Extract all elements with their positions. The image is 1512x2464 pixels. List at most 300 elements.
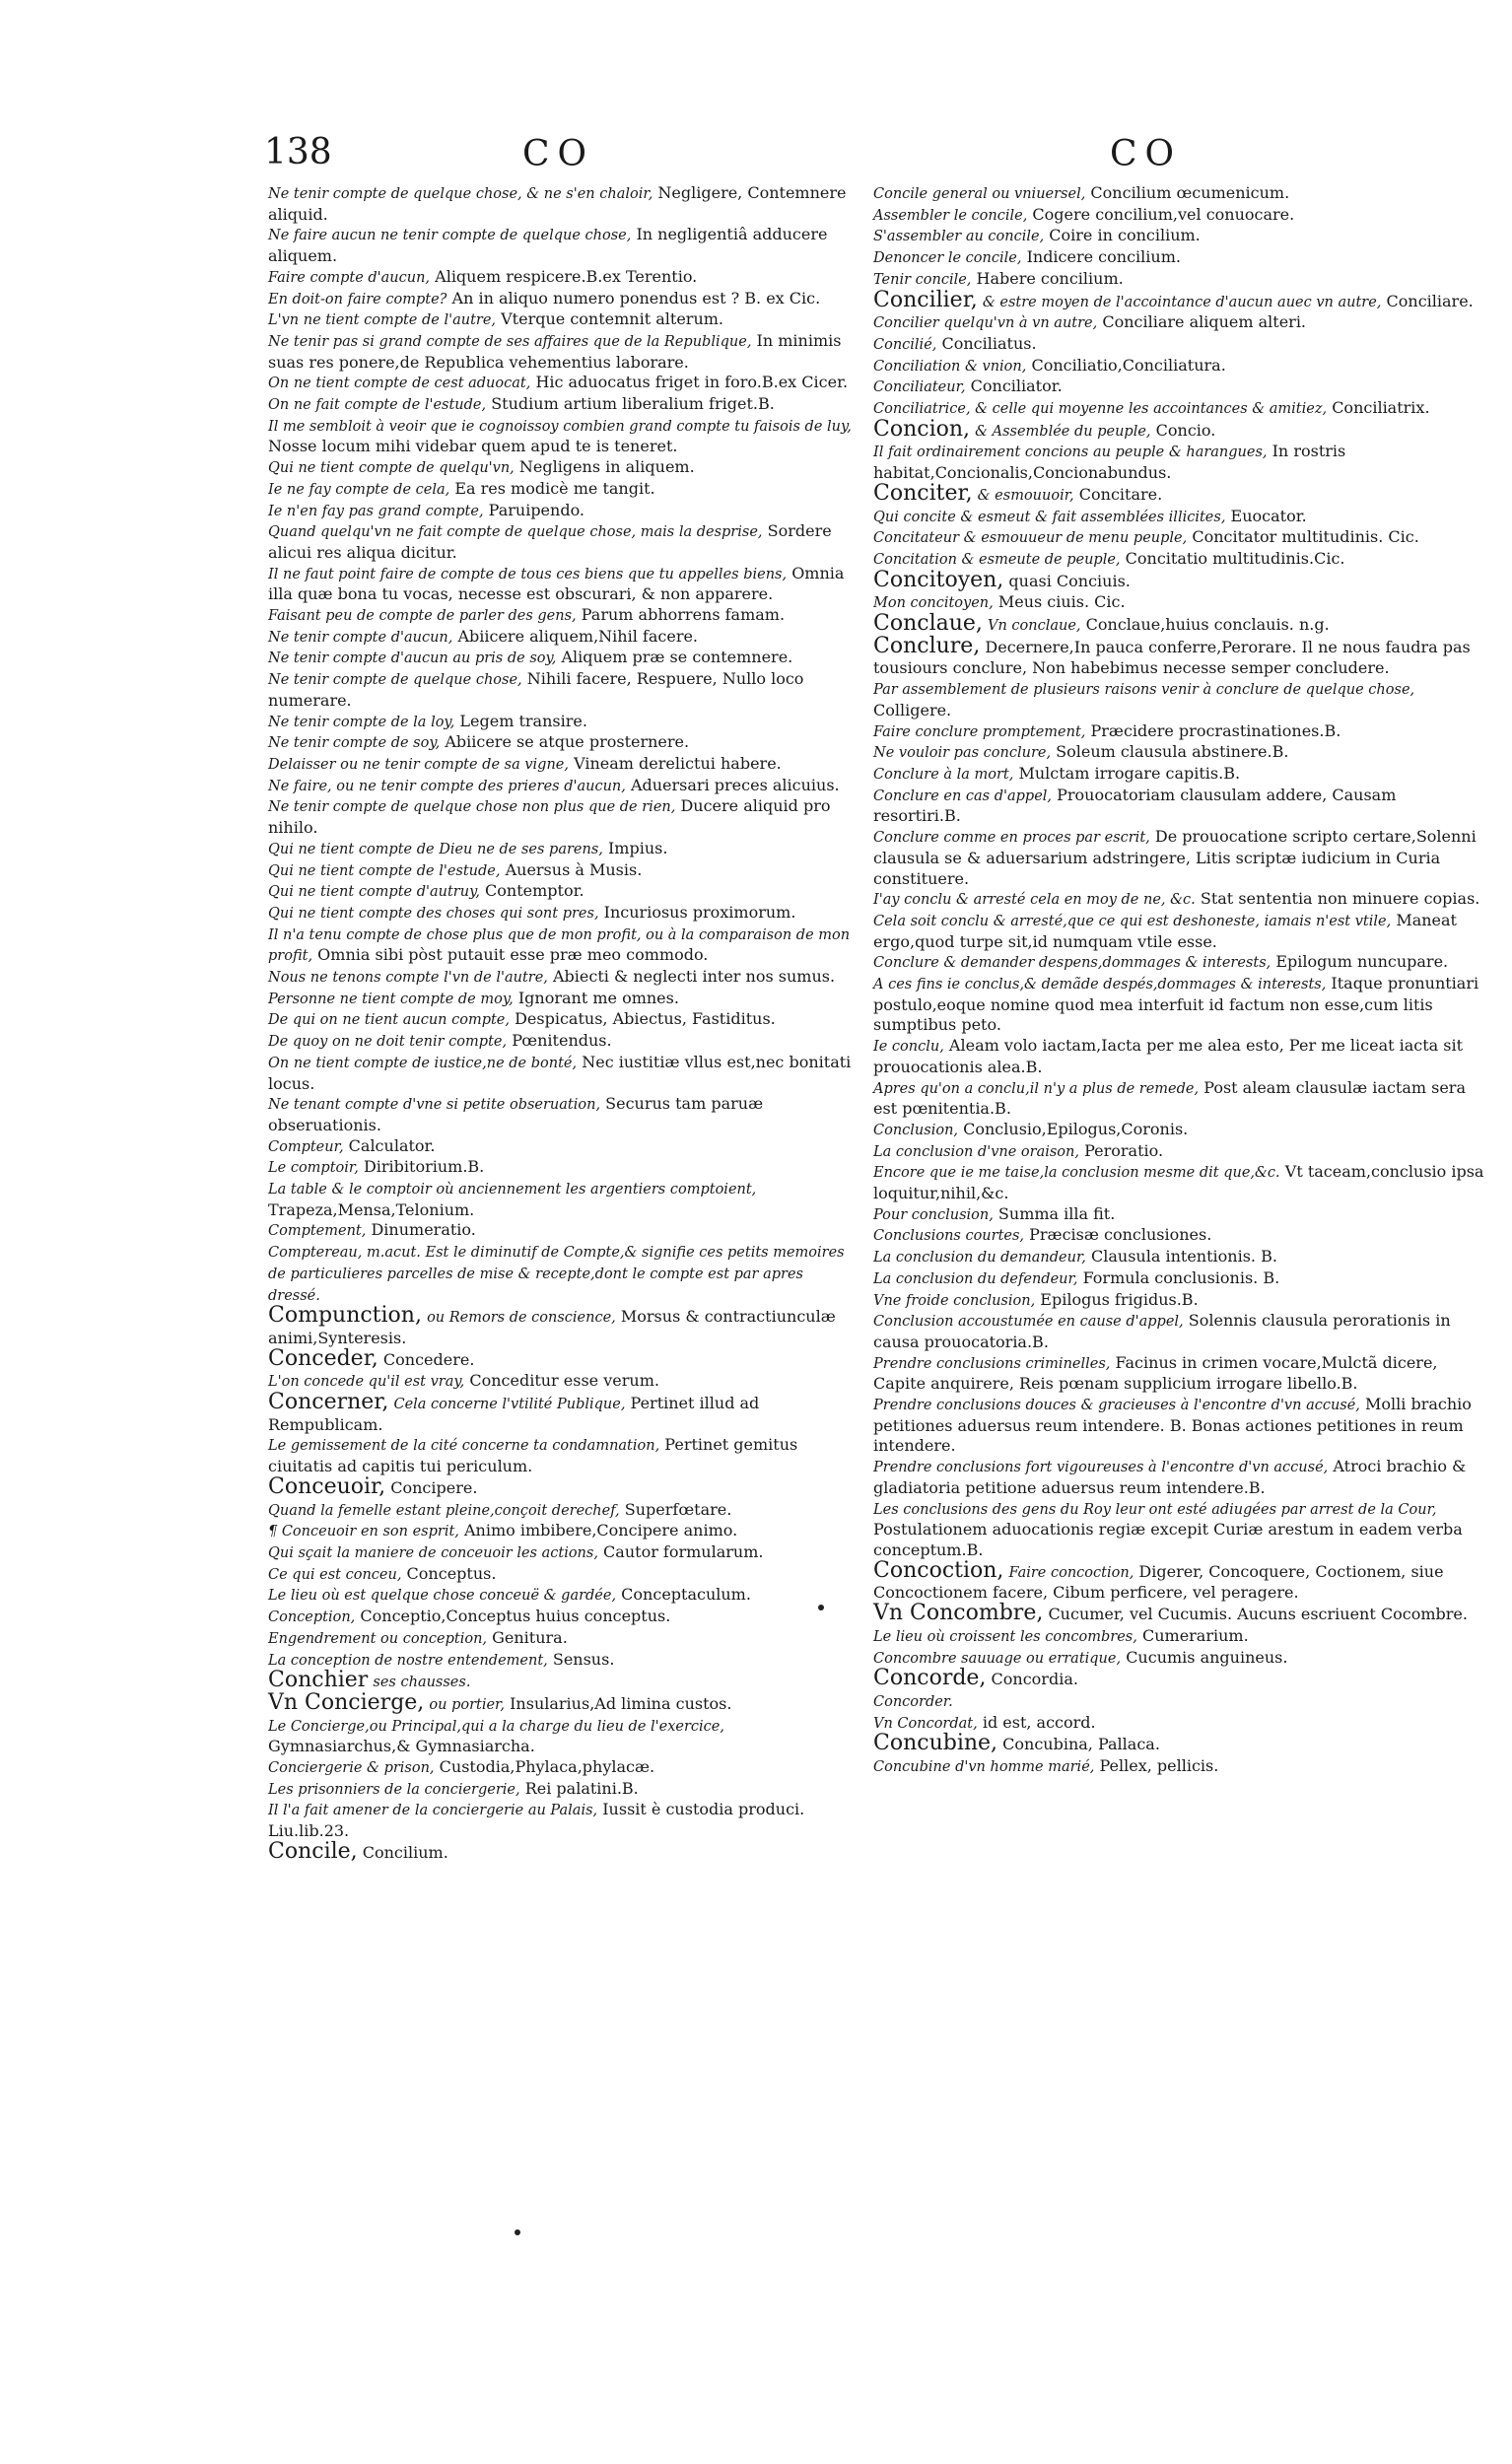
dictionary-entry [873, 416, 1484, 443]
dictionary-entry [873, 1626, 1484, 1648]
latin-gloss: Digerer, Concoquere, Coctionem, siue Concoctionem facere, Cibum perficere, vel peragere. [873, 1561, 1444, 1603]
latin-gloss: Morsus & contractiunculæ animi,Synteresis. [268, 1307, 836, 1347]
dictionary-entry [268, 1157, 859, 1179]
dictionary-entry [268, 989, 859, 1010]
latin-gloss: Contemptor. [485, 881, 584, 901]
latin-gloss: Peroratio. [1084, 1140, 1164, 1160]
headword: Concubine, [873, 1731, 998, 1756]
french-phrase: Ne tenir pas si grand compte de ses affaires que de la Republique, [268, 333, 752, 350]
french-phrase: ses chausses. [373, 1675, 471, 1691]
latin-gloss: Præcidere procrastinationes.B. [1090, 720, 1341, 740]
french-phrase: De qui on ne tient aucun compte, [268, 1012, 510, 1029]
dictionary-entry [268, 1800, 859, 1841]
latin-gloss: Coire in concilium. [1049, 226, 1201, 245]
dictionary-entry [873, 1120, 1484, 1141]
latin-gloss: Vt taceam,conclusio ipsa loquitur,nihil,&c. [873, 1162, 1484, 1203]
latin-gloss: Negligere, Contemnere aliquid. [268, 183, 847, 224]
dictionary-entry [268, 289, 859, 310]
latin-gloss: Concubina, Pallaca. [1002, 1735, 1160, 1754]
french-phrase: Conclure & demander despens,dommages & interests, [873, 955, 1271, 972]
latin-gloss: Paruipendo. [488, 500, 585, 519]
running-head-right: CO [1110, 134, 1183, 174]
dictionary-entry [268, 183, 859, 225]
french-phrase: Le lieu où croissent les concombres, [873, 1628, 1137, 1645]
latin-gloss: Concipere. [390, 1477, 478, 1497]
dictionary-entry [268, 776, 859, 797]
dictionary-entry [268, 373, 859, 394]
french-phrase: Delaisser ou ne tenir compte de sa vigne, [268, 756, 569, 773]
french-phrase: Il ne faut point faire de compte de tous ces biens que tu appelles biens, [268, 566, 788, 582]
french-phrase: On ne tient compte de iustice,ne de bonté, [268, 1055, 578, 1071]
dictionary-entry [268, 225, 859, 266]
dictionary-entry [268, 1607, 859, 1628]
dictionary-entry [268, 1220, 859, 1242]
latin-gloss: Mulctam irrogare capitis.B. [1018, 763, 1241, 783]
french-phrase: Qui ne tient compte de quelqu'vn, [268, 460, 515, 477]
dictionary-entry [873, 827, 1484, 889]
latin-gloss: Concitatio multitudinis.Cic. [1125, 548, 1345, 568]
latin-gloss: Indicere concilium. [1026, 247, 1181, 267]
latin-gloss: Pellex, pellicis. [1099, 1756, 1219, 1776]
right-column [873, 183, 1484, 1778]
latin-gloss: Itaque pronuntiari postulo,eoque nomine quod mea interfuit id factum non esse,cum litis sumptibus peto. [873, 974, 1479, 1035]
french-phrase: Cela concerne l'vtilité Publique, [393, 1397, 626, 1413]
french-phrase: L'vn ne tient compte de l'autre, [268, 312, 497, 329]
french-phrase: Ie ne fay compte de cela, [268, 481, 450, 498]
dictionary-entry [268, 394, 859, 416]
dictionary-entry [268, 1564, 859, 1586]
dictionary-entry [873, 633, 1484, 679]
latin-gloss: Stat sententia non minuere copias. [1200, 889, 1480, 909]
latin-gloss: Facinus in crimen vocare,Mulctã dicere, Capite anquirere, Reis pœnam supplicium irrogare libello.B. [873, 1352, 1438, 1394]
dictionary-entry [873, 721, 1484, 743]
latin-gloss: An in aliquo numero ponendus est ? B. ex Cic. [451, 288, 821, 308]
latin-gloss: Conciliatio,Conciliatura. [1031, 355, 1226, 375]
latin-gloss: Diribitorium.B. [363, 1157, 485, 1177]
latin-gloss: Summa illa fit. [997, 1203, 1116, 1223]
french-phrase: Conclure à la mort, [873, 766, 1014, 783]
headword: Concitoyen, [873, 567, 1004, 592]
french-phrase: La conclusion du defendeur, [873, 1270, 1078, 1287]
french-phrase: En doit-on faire compte? [268, 291, 447, 308]
french-phrase: Il n'a tenu compte de chose plus que de mon profit, ou à la comparaison de mon profit, [268, 926, 851, 965]
dictionary-entry [873, 226, 1484, 247]
headword: Compunction, [268, 1303, 422, 1329]
french-phrase: Faire concoction, [1008, 1564, 1134, 1581]
french-phrase: Concitation & esmeute de peuple, [873, 551, 1121, 568]
french-phrase: Il l'a fait amener de la conciergerie au Palais, [268, 1803, 598, 1819]
page-number: 138 [264, 132, 332, 172]
latin-gloss: In negligentiâ adducere aliquem. [268, 225, 828, 266]
french-phrase: Comptereau, m.acut. Est le diminutif de Compte,& signifie ces petits memoires de particulieres parcelles de mise & recepte,dont le compte est par apres dressé. [268, 1245, 845, 1304]
latin-gloss: In minimis suas res ponere,de Republica vehementius laborare. [268, 330, 842, 372]
french-phrase: Qui ne tient compte des choses qui sont pres, [268, 905, 599, 922]
latin-gloss: Conceditur esse verum. [469, 1371, 659, 1391]
dictionary-entry [268, 1345, 859, 1372]
french-phrase: Les conclusions des gens du Roy leur ont esté adiugées par arrest de la Cour, [873, 1501, 1437, 1518]
latin-gloss: Meus ciuis. Cic. [997, 592, 1126, 612]
french-phrase: Cela soit conclu & arresté,que ce qui est deshoneste, iamais n'est vtile, [873, 913, 1392, 929]
dictionary-entry [268, 754, 859, 776]
french-phrase: La conclusion du demandeur, [873, 1250, 1086, 1266]
latin-gloss: Rei palatini.B. [524, 1778, 639, 1798]
latin-gloss: Abiicere aliquem,Nihil facere. [457, 626, 699, 646]
french-phrase: Concombre sauuage ou erratique, [873, 1650, 1122, 1667]
french-phrase: Faire compte d'aucun, [268, 269, 431, 286]
dictionary-entry [268, 267, 859, 289]
dictionary-entry [268, 309, 859, 331]
latin-gloss: Impius. [607, 838, 668, 857]
headword: Concoction, [873, 1557, 1004, 1583]
latin-gloss: Omnia sibi pòst putauit esse præ meo commodo. [317, 945, 709, 965]
dictionary-entry [268, 564, 859, 605]
dictionary-entry [268, 1838, 859, 1865]
dictionary-entry [873, 1268, 1484, 1290]
headword: Concion, [873, 416, 971, 442]
latin-gloss: Soleum clausula abstinere.B. [1056, 742, 1289, 762]
french-phrase: Tenir concile, [873, 271, 972, 288]
french-phrase: Assembler le concile, [873, 207, 1028, 224]
dictionary-entry [873, 1204, 1484, 1226]
dictionary-entry [873, 1247, 1484, 1268]
french-phrase: Ie n'en fay pas grand compte, [268, 503, 484, 519]
french-phrase: Le lieu où est quelque chose conceuë & gardée, [268, 1588, 617, 1605]
french-phrase: Quand la femelle estant pleine,conçoit derechef, [268, 1502, 620, 1519]
french-phrase: ou Remors de conscience, [427, 1310, 616, 1327]
dictionary-entry [268, 1585, 859, 1607]
dictionary-entry [268, 1542, 859, 1564]
french-phrase: S'assembler au concile, [873, 229, 1045, 245]
latin-gloss: Negligens in aliquem. [518, 457, 695, 477]
dictionary-entry [268, 967, 859, 989]
dictionary-entry [268, 1303, 859, 1348]
french-phrase: Encore que ie me taise,la conclusion mesme dit que,&c. [873, 1165, 1280, 1182]
french-phrase: Concilier quelqu'vn à vn autre, [873, 315, 1098, 332]
latin-gloss: Gymnasiarchus,& Gymnasiarcha. [268, 1737, 535, 1756]
latin-gloss: In rostris habitat,Concionalis,Concionabundus. [873, 442, 1346, 483]
latin-gloss: Aleam volo iactam,Iacta per me alea esto, Per me liceat iacta sit prouocationis alea.B. [873, 1036, 1464, 1076]
dictionary-entry [268, 331, 859, 373]
latin-gloss: Sensus. [552, 1649, 615, 1669]
latin-gloss: Sordere alicui res aliqua dicitur. [268, 521, 832, 562]
french-phrase: Prendre conclusions fort vigoureuses à l'encontre d'vn accusé, [873, 1460, 1329, 1476]
dictionary-entry [268, 1757, 859, 1779]
dictionary-entry [268, 521, 859, 563]
french-phrase: Concubine d'vn homme marié, [873, 1759, 1095, 1776]
dictionary-entry [873, 786, 1484, 827]
french-phrase: Concorder. [873, 1693, 953, 1710]
dictionary-entry [873, 1036, 1484, 1077]
dictionary-entry [268, 416, 859, 457]
dictionary-entry [873, 1141, 1484, 1163]
dictionary-entry [873, 1557, 1484, 1604]
french-phrase: La table & le comptoir où anciennement les argentiers comptoient, [268, 1182, 757, 1198]
headword: Concile, [268, 1838, 358, 1864]
french-phrase: Concile general ou vniuersel, [873, 186, 1086, 202]
dictionary-entry [873, 442, 1484, 483]
french-phrase: & esmouuoir, [977, 487, 1074, 504]
dictionary-entry [873, 356, 1484, 377]
latin-gloss: Hic aduocatus friget in foro.B.ex Cicer. [535, 373, 849, 392]
dictionary-entry [268, 903, 859, 924]
latin-gloss: Conceptus. [406, 1563, 497, 1583]
dictionary-entry [268, 1094, 859, 1135]
french-phrase: Apres qu'on a conclu,il n'y a plus de remede, [873, 1080, 1200, 1097]
dictionary-entry [873, 1457, 1484, 1498]
french-phrase: Conclure comme en proces par escrit, [873, 830, 1150, 847]
dictionary-entry [268, 669, 859, 711]
french-phrase: De quoy on ne doit tenir compte, [268, 1034, 508, 1051]
dictionary-entry [873, 742, 1484, 764]
dictionary-entry [873, 911, 1484, 952]
latin-gloss: Despicatus, Abiectus, Fastiditus. [515, 1009, 776, 1029]
french-phrase: Concitateur & esmouueur de menu peuple, [873, 530, 1188, 547]
french-phrase: Qui ne tient compte d'autruy, [268, 884, 480, 901]
dictionary-entry [268, 1500, 859, 1522]
latin-gloss: Præcisæ conclusiones. [1029, 1225, 1212, 1245]
latin-gloss: Aduersari preces alicuius. [630, 775, 840, 794]
latin-gloss: Omnia illa quæ bona tu vocas, necesse est obscurari, & non apparere. [268, 563, 845, 604]
french-phrase: Conciliateur, [873, 379, 966, 396]
dictionary-entry [268, 1390, 859, 1435]
dictionary-entry [268, 457, 859, 479]
dictionary-entry [268, 924, 859, 967]
french-phrase: Engendrement ou conception, [268, 1630, 488, 1647]
latin-gloss: Calculator. [348, 1135, 436, 1155]
latin-gloss: Cogere concilium,vel conuocare. [1032, 204, 1295, 224]
french-phrase: Ne tenant compte d'vne si petite obseruation, [268, 1097, 601, 1114]
latin-gloss: Conceptaculum. [621, 1585, 751, 1605]
french-phrase: La conception de nostre entendement, [268, 1652, 548, 1669]
french-phrase: Comptement, [268, 1223, 367, 1240]
french-phrase: Il me sembloit à veoir que ie cognoissoy combien grand compte tu faisois de luy, [268, 418, 852, 435]
french-phrase: A ces fins ie conclus,& demãde despés,dommages & interests, [873, 977, 1327, 993]
dictionary-entry [873, 183, 1484, 205]
dictionary-entry [268, 1689, 859, 1716]
french-phrase: Faire conclure promptement, [873, 723, 1086, 740]
latin-gloss: Conclaue,huius conclauis. n.g. [1085, 615, 1330, 635]
french-phrase: L'on concede qu'il est vray, [268, 1374, 465, 1391]
french-phrase: Conciliatrice, & celle qui moyenne les accointances & amitiez, [873, 401, 1328, 418]
latin-gloss: Trapeza,Mensa,Telonium. [268, 1199, 475, 1219]
dictionary-entry [268, 1031, 859, 1053]
french-phrase: Ne vouloir pas conclure, [873, 745, 1052, 762]
headword: Conciter, [873, 480, 973, 506]
french-phrase: Pour conclusion, [873, 1206, 994, 1223]
french-phrase: Quand quelqu'vn ne fait compte de quelque chose, mais la desprise, [268, 524, 763, 541]
latin-gloss: Nosse locum mihi videbar quem apud te is teneret. [268, 437, 678, 456]
dictionary-entry [268, 1628, 859, 1650]
dictionary-entry [873, 480, 1484, 507]
latin-gloss: Atroci brachio & gladiatoria petitione aduersus reum intendere.B. [873, 1457, 1467, 1497]
latin-gloss: Vterque contemnit alterum. [501, 309, 723, 329]
latin-gloss: Epilogus frigidus.B. [1040, 1289, 1199, 1309]
dictionary-entry [873, 764, 1484, 786]
dictionary-entry [873, 1731, 1484, 1756]
french-phrase: Ne faire aucun ne tenir compte de quelque chose, [268, 228, 632, 244]
latin-gloss: Nec iustitiæ vllus est,nec bonitati locus. [268, 1052, 852, 1093]
latin-gloss: Euocator. [1230, 506, 1307, 525]
latin-gloss: Concitator multitudinis. Cic. [1192, 527, 1419, 547]
latin-gloss: Prouocatoriam clausulam addere, Causam resortiri.B. [873, 785, 1397, 826]
dictionary-entry [873, 974, 1484, 1036]
french-phrase: Prendre conclusions douces & gracieuses à l'encontre d'vn accusé, [873, 1398, 1360, 1414]
headword: Vn Concombre, [873, 1601, 1044, 1626]
dictionary-entry [268, 796, 859, 838]
latin-gloss: Pertinet illud ad Rempublicam. [268, 1394, 760, 1434]
dictionary-entry [268, 1473, 859, 1500]
latin-gloss: Concedere. [382, 1349, 475, 1369]
dictionary-entry [873, 1290, 1484, 1312]
latin-gloss: Habere concilium. [976, 268, 1124, 288]
french-phrase: Ne tenir compte de quelque chose, [268, 672, 522, 689]
french-phrase: Ne tenir compte d'aucun au pris de soy, [268, 650, 557, 667]
bullet-mark [818, 1605, 824, 1610]
french-phrase: Le Concierge,ou Principal,qui a la charge du lieu de l'exercice, [268, 1718, 724, 1735]
dictionary-entry [268, 605, 859, 627]
dictionary-entry [873, 527, 1484, 549]
dictionary-entry [873, 567, 1484, 593]
french-phrase: Conception, [268, 1609, 356, 1626]
dictionary-entry [873, 889, 1484, 911]
french-phrase: On ne fait compte de l'estude, [268, 397, 487, 414]
french-phrase: Ne tenir compte de soy, [268, 735, 441, 752]
french-phrase: Conclusion, [873, 1122, 959, 1138]
dictionary-entry [873, 507, 1484, 528]
dictionary-entry [873, 376, 1484, 398]
dictionary-entry [873, 287, 1484, 313]
dictionary-entry [873, 1499, 1484, 1561]
latin-gloss: Conclusio,Epilogus,Coronis. [963, 1119, 1189, 1138]
dictionary-entry [873, 1311, 1484, 1352]
latin-gloss: Aliquem præ se contemnere. [561, 648, 793, 667]
dictionary-entry [268, 1779, 859, 1801]
latin-gloss: Concio. [1155, 420, 1216, 440]
french-phrase: Prendre conclusions criminelles, [873, 1355, 1111, 1372]
headword: Vn Concierge, [268, 1689, 425, 1715]
headword: Conceder, [268, 1345, 378, 1371]
latin-gloss: Concitare. [1078, 484, 1163, 504]
latin-gloss: Colligere. [873, 700, 952, 719]
dictionary-entry [873, 1691, 1484, 1713]
latin-gloss: Conceptio,Conceptus huius conceptus. [360, 1607, 671, 1626]
dictionary-entry [873, 1225, 1484, 1247]
latin-gloss: Abiecti & neglecti inter nos sumus. [552, 967, 836, 987]
french-phrase: Ie conclu, [873, 1039, 944, 1056]
bullet-mark [515, 2229, 520, 2235]
french-phrase: Ne tenir compte de la loy, [268, 714, 455, 730]
dictionary-entry [268, 479, 859, 501]
headword: Conclure, [873, 633, 981, 658]
latin-gloss: Conciliatrix. [1332, 398, 1430, 418]
latin-gloss: Cautor formularum. [603, 1542, 764, 1561]
latin-gloss: Dinumeratio. [371, 1220, 476, 1240]
latin-gloss: Cucumer, vel Cucumis. Aucuns escriuent Cocombre. [1048, 1605, 1468, 1624]
dictionary-entry [268, 839, 859, 860]
french-phrase: Qui concite & esmeut & fait assemblées illicites, [873, 509, 1226, 525]
dictionary-entry [268, 648, 859, 669]
latin-gloss: Pœnitendus. [512, 1031, 612, 1051]
french-phrase: Le gemissement de la cité concerne ta condamnation, [268, 1438, 660, 1455]
latin-gloss: Securus tam paruæ obseruationis. [268, 1094, 764, 1134]
french-phrase: & estre moyen de l'accointance d'aucun auec vn autre, [982, 294, 1382, 310]
french-phrase: Ne tenir compte de quelque chose, & ne s'en chaloir, [268, 186, 653, 202]
latin-gloss: Vineam derelictui habere. [574, 753, 782, 773]
french-phrase: ¶ Conceuoir en son esprit, [268, 1524, 459, 1540]
latin-gloss: Pertinet gemitus ciuitatis ad capitis tui periculum. [268, 1435, 798, 1476]
french-phrase: On ne tient compte de cest aduocat, [268, 376, 531, 392]
french-phrase: Conclusion accoustumée en cause d'appel, [873, 1314, 1184, 1331]
latin-gloss: Conciliare aliquem alteri. [1102, 312, 1307, 332]
latin-gloss: Nihili facere, Respuere, Nullo loco numerare. [268, 669, 804, 710]
latin-gloss: Abiicere se atque prosternere. [445, 732, 690, 752]
latin-gloss: Conciliare. [1386, 291, 1474, 310]
latin-gloss: Cumerarium. [1141, 1625, 1249, 1645]
latin-gloss: Auersus à Musis. [505, 859, 643, 879]
french-phrase: Vn conclaue, [988, 618, 1081, 635]
latin-gloss: Molli brachio petitiones aduersus reum intendere. B. Bonas actiones petitiones in reum intendere. [873, 1395, 1472, 1456]
french-phrase: Qui ne tient compte de l'estude, [268, 862, 501, 879]
french-phrase: La conclusion d'vne oraison, [873, 1143, 1079, 1160]
latin-gloss: Insularius,Ad limina custos. [510, 1693, 732, 1713]
latin-gloss: Postulationem aduocationis regiæ excepit Curiæ arestum in eadem verba conceptum.B. [873, 1520, 1463, 1559]
dictionary-entry [873, 247, 1484, 269]
latin-gloss: Studium artium liberalium friget.B. [491, 394, 775, 414]
running-head-left: CO [522, 134, 595, 174]
french-phrase: Conclure en cas d'appel, [873, 787, 1053, 804]
dictionary-entry [873, 1162, 1484, 1203]
dictionary-entry [873, 334, 1484, 356]
latin-gloss: Parum abhorrens famam. [581, 605, 786, 625]
french-phrase: Vn Concordat, [873, 1715, 978, 1732]
headword: Conchier [268, 1668, 369, 1693]
headword: Concorde, [873, 1666, 987, 1691]
dictionary-entry [268, 860, 859, 882]
headword: Conceuoir, [268, 1473, 386, 1499]
latin-gloss: id est, accord. [982, 1712, 1096, 1732]
dictionary-entry [268, 1136, 859, 1158]
dictionary-entry [268, 712, 859, 733]
dictionary-entry [873, 1353, 1484, 1395]
dictionary-entry [268, 1179, 859, 1220]
french-phrase: Concilié, [873, 336, 937, 353]
french-phrase: Par assemblement de plusieurs raisons venir à conclure de quelque chose, [873, 682, 1415, 699]
french-phrase: Le comptoir, [268, 1160, 359, 1177]
french-phrase: Ne faire, ou ne tenir compte des prieres d'aucun, [268, 778, 626, 794]
french-phrase: Qui ne tient compte de Dieu ne de ses parens, [268, 841, 603, 857]
dictionary-entry [268, 1435, 859, 1476]
french-phrase: & Assemblée du peuple, [975, 423, 1151, 440]
latin-gloss: Aliquem respicere.B.ex Terentio. [435, 266, 698, 286]
latin-gloss: Concordia. [991, 1670, 1078, 1689]
dictionary-entry [873, 1601, 1484, 1626]
latin-gloss: Conciliatus. [941, 333, 1037, 353]
latin-gloss: Concilium œcumenicum. [1090, 183, 1290, 202]
latin-gloss: Animo imbibere,Concipere animo. [464, 1521, 738, 1540]
dictionary-entry [873, 1756, 1484, 1778]
dictionary-entry [873, 1078, 1484, 1120]
dictionary-entry [268, 501, 859, 522]
dictionary-entry [268, 1053, 859, 1094]
dictionary-entry [873, 312, 1484, 334]
latin-gloss: Superfœtare. [624, 1499, 732, 1519]
dictionary-entry [268, 627, 859, 649]
left-column [268, 183, 859, 1865]
french-phrase: Personne ne tient compte de moy, [268, 991, 514, 1007]
latin-gloss: Custodia,Phylaca,phylacæ. [439, 1757, 655, 1777]
french-phrase: Denoncer le concile, [873, 250, 1022, 267]
french-phrase: Ne tenir compte d'aucun, [268, 629, 453, 646]
